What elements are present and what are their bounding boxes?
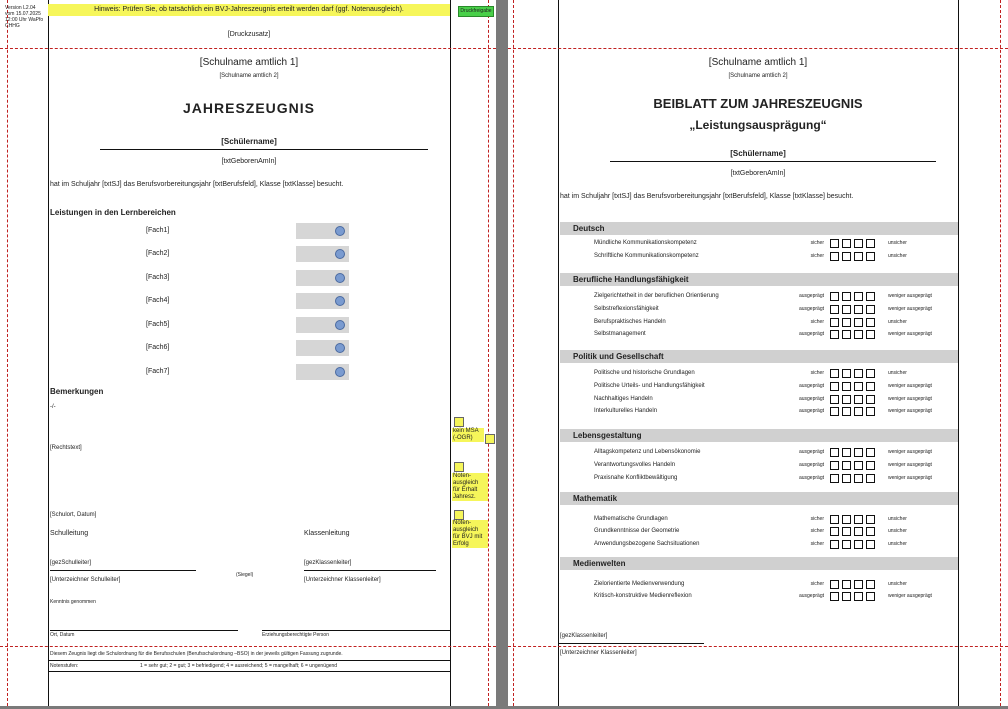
grade-field[interactable] [296, 246, 349, 262]
subject-row [0, 340, 330, 356]
subject-row [0, 317, 330, 333]
competency-label: Nachhaltiges Handeln [594, 396, 653, 402]
rating-box[interactable] [854, 540, 863, 549]
scale-left: ausgeprägt [798, 383, 824, 389]
rating-box[interactable] [830, 474, 839, 483]
competency-label: Selbstreflexionsfähigkeit [594, 306, 659, 312]
competency-label: Praxisnahe Konfliktbewältigung [594, 475, 678, 481]
born-field: [txtGeborenAmIn] [730, 170, 786, 177]
scale-right: unsicher [888, 370, 907, 376]
intro-sentence: hat im Schuljahr [txtSJ] das Berufsvorbereitungsjahr [txtBerufsfeld], Klasse [txtKlasse] besucht. [50, 181, 344, 188]
rating-box[interactable] [830, 580, 839, 589]
scale-left: sicher [810, 253, 824, 259]
student-name: [Schülername] [221, 137, 277, 146]
rating-box[interactable] [866, 305, 875, 314]
scale-left: sicher [810, 319, 824, 325]
rating-box[interactable] [866, 527, 875, 536]
page-subtitle: „Leistungsausprägung“ [689, 118, 827, 132]
rating-checkboxes[interactable] [830, 407, 878, 425]
rating-box[interactable] [866, 474, 875, 483]
grade-lookup-icon[interactable] [335, 296, 345, 306]
rating-box[interactable] [830, 292, 839, 301]
scale-right: weniger ausgeprägt [888, 462, 932, 468]
scale-right: weniger ausgeprägt [888, 331, 932, 337]
rating-box[interactable] [842, 318, 851, 327]
rating-box[interactable] [842, 395, 851, 404]
rating-box[interactable] [830, 461, 839, 470]
grade-field[interactable] [296, 223, 349, 239]
rating-box[interactable] [830, 252, 839, 261]
rating-box[interactable] [866, 395, 875, 404]
section-header-berufliche-handlungsfaehigkeit: Berufliche Handlungsfähigkeit [560, 273, 958, 286]
rating-box[interactable] [854, 318, 863, 327]
scale-right: unsicher [888, 319, 907, 325]
rating-box[interactable] [842, 407, 851, 416]
competency-label: Zielorientierte Medienverwendung [594, 581, 685, 587]
rating-box[interactable] [830, 369, 839, 378]
competency-label: Anwendungsbezogene Sachsituationen [594, 541, 700, 547]
rating-box[interactable] [830, 305, 839, 314]
competency-row [508, 251, 1008, 263]
rating-box[interactable] [866, 369, 875, 378]
ausgleich-jahresz-label: Noten-ausgleich für Erhalt Jahresz. [452, 473, 488, 501]
competency-label: Zielgerichtetheit in der beruflichen Orientierung [594, 293, 719, 299]
section-header-medienwelten: Medienwelten [560, 557, 958, 570]
remarks-text[interactable]: -/- [50, 404, 56, 410]
rating-box[interactable] [854, 382, 863, 391]
rating-box[interactable] [854, 292, 863, 301]
subject-row [0, 246, 330, 262]
scale-left: ausgeprägt [798, 449, 824, 455]
teacher-signed: [gezKlassenleiter] [560, 633, 608, 639]
rating-box[interactable] [830, 592, 839, 601]
scale-left: ausgeprägt [798, 293, 824, 299]
grade-lookup-icon[interactable] [335, 320, 345, 330]
competency-label: Kritisch-konstruktive Medienreflexion [594, 593, 692, 599]
competency-label: Politische Urteils- und Handlungsfähigkeit [594, 383, 705, 389]
ausgleich-bvj-checkbox[interactable] [454, 510, 464, 520]
rating-box[interactable] [842, 448, 851, 457]
certificate-page [0, 0, 496, 706]
competency-row [508, 447, 1008, 459]
grade-scale-label: Notenstufen: [50, 663, 79, 669]
scale-right: weniger ausgeprägt [888, 396, 932, 402]
rating-checkboxes[interactable] [830, 474, 878, 492]
rating-box[interactable] [842, 461, 851, 470]
rating-box[interactable] [866, 515, 875, 524]
rating-box[interactable] [866, 318, 875, 327]
competency-row [508, 381, 1008, 393]
grade-field[interactable] [296, 317, 349, 333]
grade-scale: 1 = sehr gut; 2 = gut; 3 = befriedigend; 4 = ausreichend; 5 = mangelhaft; 6 = ungenügend [140, 663, 338, 669]
competency-row [508, 394, 1008, 406]
scale-left: sicher [810, 516, 824, 522]
rating-box[interactable] [854, 515, 863, 524]
born-field: [txtGeborenAmIn] [221, 158, 277, 165]
competency-row [508, 291, 1008, 303]
rating-box[interactable] [830, 540, 839, 549]
teacher-signer: [Unterzeichner Klassenleiter] [560, 650, 637, 656]
competency-row [508, 591, 1008, 603]
competency-row [508, 579, 1008, 591]
scale-right: unsicher [888, 541, 907, 547]
rating-box[interactable] [854, 461, 863, 470]
rating-box[interactable] [854, 580, 863, 589]
competency-label: Mathematische Grundlagen [594, 516, 668, 522]
rating-checkboxes[interactable] [830, 252, 878, 270]
rating-box[interactable] [830, 448, 839, 457]
scale-left: ausgeprägt [798, 462, 824, 468]
guardian-label: Erziehungsberechtigte Person [262, 632, 329, 638]
rating-box[interactable] [854, 252, 863, 261]
rating-box[interactable] [842, 330, 851, 339]
competency-row [508, 514, 1008, 526]
ausgleich-jahresz-checkbox[interactable] [454, 462, 464, 472]
page-title: BEIBLATT ZUM JAHRESZEUGNIS [653, 96, 863, 111]
rating-box[interactable] [842, 540, 851, 549]
rating-box[interactable] [866, 252, 875, 261]
scale-left: ausgeprägt [798, 396, 824, 402]
rating-checkboxes[interactable] [830, 330, 878, 348]
scale-left: sicher [810, 240, 824, 246]
grade-lookup-icon[interactable] [335, 249, 345, 259]
rating-box[interactable] [842, 369, 851, 378]
print-addendum: [Druckzusatz] [227, 31, 271, 38]
subjects-heading: Leistungen in den Lernbereichen [50, 208, 176, 217]
grade-lookup-icon[interactable] [335, 367, 345, 377]
subject-label: [Fach6] [146, 344, 170, 351]
grade-lookup-icon[interactable] [335, 273, 345, 283]
competency-row [508, 460, 1008, 472]
school-name-1: [Schulname amtlich 1] [199, 57, 299, 68]
scale-left: ausgeprägt [798, 593, 824, 599]
competency-row [508, 368, 1008, 380]
rating-box[interactable] [854, 448, 863, 457]
version-note: Version L2.04 vom 15.07.2025 12:00 Uhr WaPfo CHHG [5, 5, 44, 29]
scale-right: weniger ausgeprägt [888, 408, 932, 414]
rating-checkboxes[interactable] [830, 592, 878, 610]
legal-text: [Rechtstext] [50, 445, 82, 451]
rating-box[interactable] [854, 395, 863, 404]
grade-lookup-icon[interactable] [335, 226, 345, 236]
rating-box[interactable] [842, 592, 851, 601]
msa-option-label: kein MSA (-OGR) [452, 428, 484, 442]
rating-box[interactable] [830, 395, 839, 404]
section-header-deutsch: Deutsch [560, 222, 958, 235]
rating-box[interactable] [842, 382, 851, 391]
subject-label: [Fach1] [146, 227, 170, 234]
rating-box[interactable] [842, 515, 851, 524]
scale-right: unsicher [888, 516, 907, 522]
principal-signer: [Unterzeichner Schulleiter] [50, 577, 121, 583]
rating-box[interactable] [854, 474, 863, 483]
competency-label: Alltagskompetenz und Lebensökonomie [594, 449, 701, 455]
footer-text: Diesem Zeugnis liegt die Schulordnung für die Berufsschulen (Berufsschulordnung –BSO) in der jeweils gültigen Fassung zugrunde. [50, 651, 343, 657]
print-release-toggle[interactable]: Druckfreigabe [458, 6, 494, 17]
place-date-guardian: Ort, Datum [50, 632, 75, 638]
competency-label: Verantwortungsvolles Handeln [594, 462, 676, 468]
scale-right: weniger ausgeprägt [888, 593, 932, 599]
scale-right: unsicher [888, 240, 907, 246]
competency-label: Mündliche Kommunikationskompetenz [594, 240, 697, 246]
intro-sentence: hat im Schuljahr [txtSJ] das Berufsvorbereitungsjahr [txtBerufsfeld], Klasse [txtKlasse] besucht. [560, 193, 854, 200]
supplement-page [508, 0, 1008, 706]
subject-label: [Fach4] [146, 297, 170, 304]
grade-lookup-icon[interactable] [335, 343, 345, 353]
subject-row [0, 364, 330, 380]
section-header-politik: Politik und Gesellschaft [560, 350, 958, 363]
msa-checkbox[interactable] [454, 417, 464, 427]
scale-right: weniger ausgeprägt [888, 475, 932, 481]
ausgleich-bvj-label: Noten-ausgleich für BVJ mit Erfolg [452, 520, 488, 548]
scale-left: ausgeprägt [798, 408, 824, 414]
rating-box[interactable] [842, 527, 851, 536]
competency-row [508, 539, 1008, 551]
competency-label: Interkulturelles Handeln [594, 408, 658, 414]
class-teacher-label: Klassenleitung [304, 530, 350, 537]
competency-label: Berufspraktisches Handeln [594, 319, 666, 325]
rating-box[interactable] [830, 407, 839, 416]
scale-left: ausgeprägt [798, 331, 824, 337]
scale-right: unsicher [888, 528, 907, 534]
rating-box[interactable] [854, 330, 863, 339]
section-header-mathematik: Mathematik [560, 492, 958, 505]
eligibility-hint: Hinweis: Prüfen Sie, ob tatsächlich ein BVJ-Jahreszeugnis erteilt werden darf (ggf. Notenausgleich). [48, 4, 450, 16]
acknowledged-label: Kenntnis genommen [50, 599, 96, 605]
subject-label: [Fach5] [146, 321, 170, 328]
competency-label: Politische und historische Grundlagen [594, 370, 695, 376]
principal-label: Schulleitung [50, 530, 89, 537]
rating-box[interactable] [854, 369, 863, 378]
rating-box[interactable] [830, 318, 839, 327]
rating-box[interactable] [866, 461, 875, 470]
scale-left: ausgeprägt [798, 475, 824, 481]
teacher-signer: [Unterzeichner Klassenleiter] [304, 577, 381, 583]
remarks-heading: Bemerkungen [50, 387, 104, 396]
rating-box[interactable] [854, 527, 863, 536]
place-date: [Schulort, Datum] [50, 512, 97, 518]
school-name-2: [Schulname amtlich 2] [728, 73, 788, 79]
competency-label: Grundkenntnisse der Geometrie [594, 528, 680, 534]
rating-box[interactable] [830, 515, 839, 524]
rating-box[interactable] [866, 580, 875, 589]
subject-label: [Fach3] [146, 274, 170, 281]
competency-row [508, 317, 1008, 329]
competency-row [508, 329, 1008, 341]
grade-field[interactable] [296, 340, 349, 356]
rating-box[interactable] [830, 239, 839, 248]
scale-right: unsicher [888, 581, 907, 587]
school-name-2: [Schulname amtlich 2] [219, 73, 279, 79]
principal-signed: [gezSchulleiter] [50, 560, 92, 566]
rating-box[interactable] [866, 540, 875, 549]
scale-left: sicher [810, 370, 824, 376]
competency-row [508, 526, 1008, 538]
rating-box[interactable] [866, 592, 875, 601]
rating-box[interactable] [830, 527, 839, 536]
rating-box[interactable] [866, 407, 875, 416]
competency-label: Schriftliche Kommunikationskompetenz [594, 253, 699, 259]
grade-field[interactable] [296, 364, 349, 380]
rating-box[interactable] [866, 382, 875, 391]
competency-row [508, 238, 1008, 250]
rating-box[interactable] [830, 382, 839, 391]
scale-right: weniger ausgeprägt [888, 449, 932, 455]
page-title: JAHRESZEUGNIS [182, 100, 316, 116]
school-name-1: [Schulname amtlich 1] [708, 57, 808, 68]
student-name: [Schülername] [730, 149, 786, 158]
rating-box[interactable] [854, 592, 863, 601]
competency-row [508, 473, 1008, 485]
subject-label: [Fach2] [146, 250, 170, 257]
subject-row [0, 223, 330, 239]
rating-box[interactable] [842, 305, 851, 314]
section-header-lebensgestaltung: Lebensgestaltung [560, 429, 958, 442]
rating-box[interactable] [866, 292, 875, 301]
grade-field[interactable] [296, 270, 349, 286]
scale-right: weniger ausgeprägt [888, 306, 932, 312]
rating-box[interactable] [866, 448, 875, 457]
subject-row [0, 270, 330, 286]
rating-box[interactable] [842, 239, 851, 248]
scale-left: sicher [810, 541, 824, 547]
scale-left: sicher [810, 581, 824, 587]
competency-row [508, 406, 1008, 418]
scale-right: unsicher [888, 253, 907, 259]
rating-box[interactable] [854, 305, 863, 314]
scale-left: sicher [810, 528, 824, 534]
rating-box[interactable] [866, 330, 875, 339]
grade-field[interactable] [296, 293, 349, 309]
rating-box[interactable] [854, 407, 863, 416]
subject-label: [Fach7] [146, 368, 170, 375]
rating-checkboxes[interactable] [830, 540, 878, 558]
rating-box[interactable] [842, 474, 851, 483]
scale-right: weniger ausgeprägt [888, 383, 932, 389]
rating-box[interactable] [842, 252, 851, 261]
subject-row [0, 293, 330, 309]
scale-right: weniger ausgeprägt [888, 293, 932, 299]
competency-row [508, 304, 1008, 316]
competency-label: Selbstmanagement [594, 331, 646, 337]
rating-box[interactable] [842, 292, 851, 301]
rating-box[interactable] [842, 580, 851, 589]
rating-box[interactable] [854, 239, 863, 248]
ogr-checkbox[interactable] [485, 434, 495, 444]
rating-box[interactable] [830, 330, 839, 339]
scale-left: ausgeprägt [798, 306, 824, 312]
seal-placeholder: (Siegel) [236, 572, 254, 578]
teacher-signed: [gezKlassenleiter] [304, 560, 352, 566]
rating-box[interactable] [866, 239, 875, 248]
